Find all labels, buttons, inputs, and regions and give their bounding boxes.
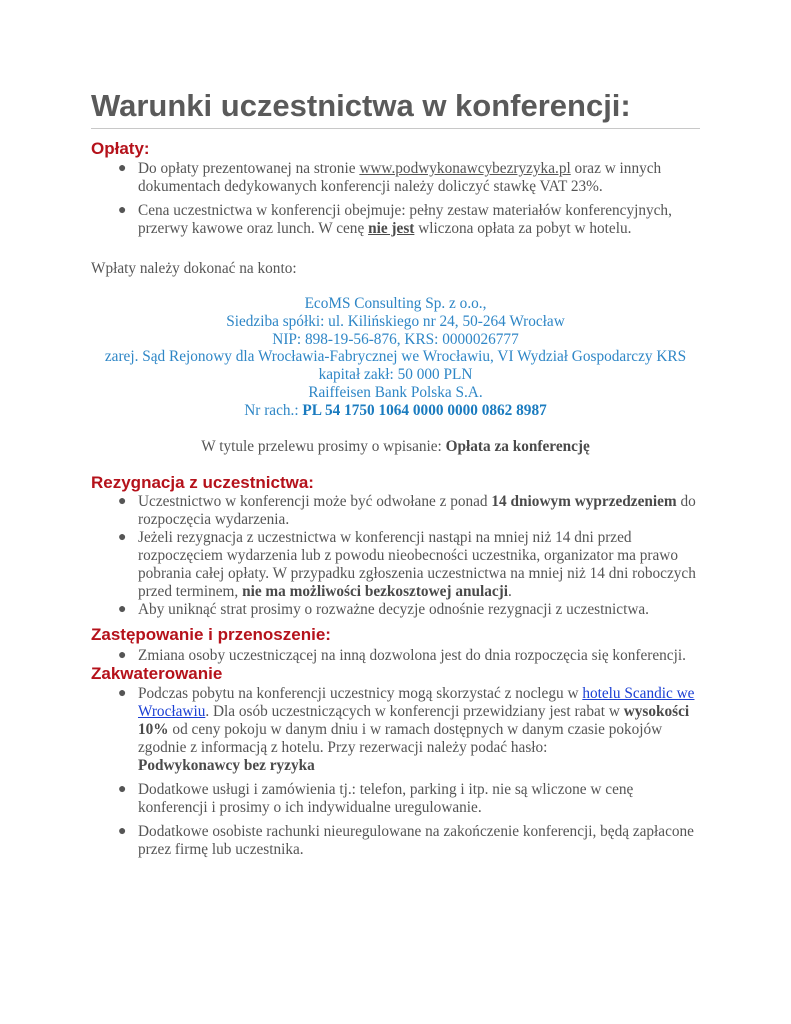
- fees-item2-text: Cena uczestnictwa w konferencji obejmuje: pełny zestaw materiałów konferencyjnych, przerwy kawowe oraz lunch. W cenę: [138, 202, 672, 237]
- resignation-item2-emphasis: nie ma możliwości bezkosztowej anulacji: [242, 583, 509, 600]
- website-link[interactable]: www.podwykonawcybezryzyka.pl: [359, 160, 571, 177]
- resignation-heading: Rezygnacja z uczestnictwa:: [91, 473, 314, 492]
- bullet-icon: ●: [118, 494, 127, 509]
- bank-address: Siedziba spółki: ul. Kilińskiego nr 24, 50-264 Wrocław: [226, 313, 565, 330]
- list-item: [118, 781, 698, 817]
- list-item: [118, 685, 698, 775]
- resignation-item1-emphasis: 14 dniowym wyprzedzeniem: [491, 493, 677, 510]
- bank-account: [0, 402, 791, 420]
- resignation-item2-text: Jeżeli rezygnacja z uczestnictwa w konferencji nastąpi na mniej niż 14 dni przed rozpoczęciem wydarzenia lub z powodu nieobecności uczestnika, organizator ma prawo pobrania całej opłaty. W przypadku zgłoszenia uczestnictwa na mniej niż 14 dni roboczych przed terminem,: [138, 529, 696, 600]
- bank-company: EcoMS Consulting Sp. z o.o.,: [304, 295, 487, 312]
- fees-heading: Opłaty:: [91, 139, 150, 158]
- bank-court: zarej. Sąd Rejonowy dla Wrocławia-Fabrycznej we Wrocławiu, VI Wydział Gospodarczy KRS: [104, 348, 687, 365]
- transfer-emphasis: Opłata za konferencję: [445, 438, 590, 455]
- bullet-icon: ●: [118, 686, 127, 701]
- bullet-icon: ●: [118, 602, 127, 617]
- title-divider: [91, 128, 700, 129]
- page-title: Warunki uczestnictwa w konferencji:: [91, 88, 631, 123]
- resignation-item3-text: Aby uniknąć strat prosimy o rozważne decyzje odnośnie rezygnacji z uczestnictwa.: [138, 601, 649, 618]
- hotel-link[interactable]: hotelu Scandic we Wrocławiu: [138, 685, 695, 720]
- resignation-list: [118, 493, 703, 619]
- list-item: [118, 493, 703, 529]
- accommodation-item3-text: Dodatkowe osobiste rachunki nieuregulowane na zakończenie konferencji, będą zapłacone przez firmę lub uczestnika.: [138, 823, 694, 858]
- fees-item2-text-end: wliczona opłata za pobyt w hotelu.: [414, 220, 632, 237]
- accommodation-item2-text: Dodatkowe usługi i zamówienia tj.: telefon, parking i itp. nie są wliczone w cenę konferencji i prosimy o ich indywidualne uregulowanie.: [138, 781, 634, 816]
- accommodation-list: [118, 685, 698, 859]
- bullet-icon: ●: [118, 530, 127, 545]
- bullet-icon: ●: [118, 824, 127, 839]
- bank-nip-krs: NIP: 898-19-56-876, KRS: 0000026777: [272, 331, 519, 348]
- bank-name: Raiffeisen Bank Polska S.A.: [308, 384, 483, 401]
- list-item: [118, 202, 698, 238]
- substitution-list: [118, 647, 718, 665]
- fees-item1-text-end: oraz w innych dokumentach dedykowanych konferencji należy doliczyć stawkę VAT 23%.: [138, 160, 662, 195]
- accommodation-item1-text: Podczas pobytu na konferencji uczestnicy mogą skorzystać z noclegu w: [138, 685, 583, 702]
- transfer-text: W tytule przelewu prosimy o wpisanie:: [201, 438, 446, 455]
- bank-account-number: PL 54 1750 1064 0000 0000 0862 8987: [302, 402, 547, 419]
- bullet-icon: ●: [118, 648, 127, 663]
- substitution-item1-text: Zmiana osoby uczestniczącej na inną dozwolona jest do dnia rozpoczęcia się konferencji.: [138, 647, 686, 664]
- bullet-icon: ●: [118, 782, 127, 797]
- fees-item1-text: Do opłaty prezentowanej na stronie: [138, 160, 360, 177]
- substitution-heading: Zastępowanie i przenoszenie:: [91, 625, 331, 644]
- list-item: [118, 823, 698, 859]
- accommodation-heading: Zakwaterowanie: [91, 664, 223, 683]
- list-item: [118, 601, 703, 619]
- accommodation-item1-emphasis: wysokości 10%: [138, 703, 690, 738]
- payment-intro: Wpłaty należy dokonać na konto:: [91, 260, 297, 277]
- bank-account-label: Nr rach.:: [244, 402, 303, 419]
- list-item: [118, 529, 703, 601]
- resignation-item1-text-end: do rozpoczęcia wydarzenia.: [138, 493, 696, 528]
- accommodation-item1-text-mid: . Dla osób uczestniczących w konferencji przewidziany jest rabat w: [205, 703, 624, 720]
- accommodation-item1-text-end: od ceny pokoju w danym dniu i w ramach dostępnych w danym czasie pokojów zgodnie z informacją z hotelu. Przy rezerwacji należy podać hasło:: [138, 721, 663, 756]
- transfer-title: [0, 438, 791, 456]
- resignation-item2-text-end: .: [508, 583, 512, 600]
- bank-capital: kapitał zakł: 50 000 PLN: [318, 366, 473, 383]
- resignation-item1-text: Uczestnictwo w konferencji może być odwołane z ponad: [138, 493, 492, 510]
- fees-list: [118, 160, 698, 238]
- list-item: [118, 647, 718, 665]
- list-item: [118, 160, 698, 196]
- hotel-password: Podwykonawcy bez ryzyka: [138, 757, 315, 774]
- bullet-icon: ●: [118, 161, 127, 176]
- bullet-icon: ●: [118, 203, 127, 218]
- fees-item2-emphasis: nie jest: [368, 220, 415, 237]
